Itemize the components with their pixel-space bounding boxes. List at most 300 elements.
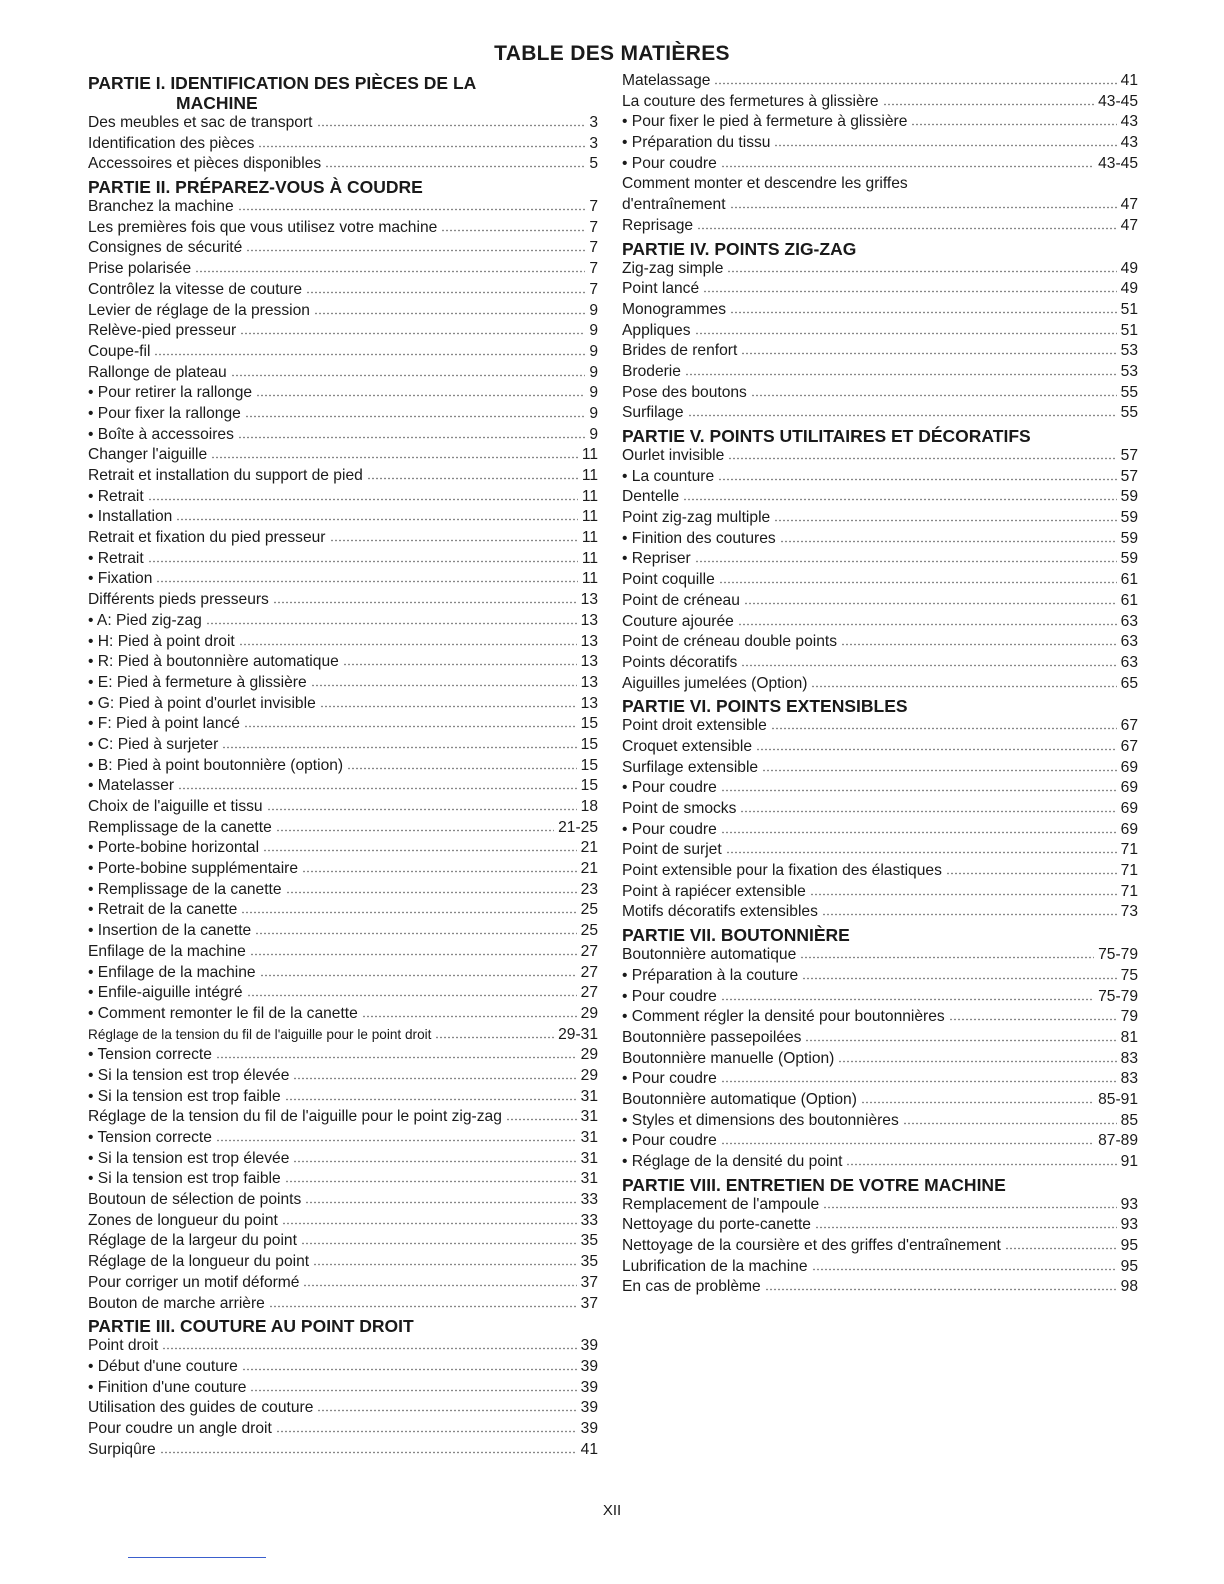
toc-entry-title: • Retrait de la canette [88, 901, 238, 919]
dot-leader [441, 229, 585, 232]
dot-leader [703, 290, 1116, 293]
dot-leader [303, 1284, 576, 1287]
dot-leader [903, 1122, 1117, 1125]
dot-leader [810, 893, 1117, 896]
toc-entry-title: Réglage de la largeur du point [88, 1232, 297, 1250]
dot-leader [246, 249, 585, 252]
toc-entry[interactable] [88, 881, 598, 902]
toc-entry-page: 71 [1120, 841, 1138, 859]
dot-leader [320, 705, 577, 708]
toc-entry-title: d'entraînement [622, 196, 726, 214]
toc-column-left [88, 72, 598, 1461]
toc-entry[interactable] [88, 155, 598, 176]
toc-entry-title: Point droit extensible [622, 717, 767, 735]
toc-entry-title: Point de créneau double points [622, 633, 838, 651]
toc-entry-page: 31 [580, 1149, 598, 1167]
dot-leader [314, 312, 585, 315]
toc-entry-page: 47 [1120, 196, 1138, 214]
toc-entry-page: 11 [581, 446, 598, 464]
toc-entry[interactable] [88, 591, 598, 612]
toc-entry[interactable] [622, 633, 1138, 654]
toc-entry-title: • Début d'une couture [88, 1357, 238, 1375]
dot-leader [240, 332, 585, 335]
toc-entry-page: 43 [1120, 134, 1138, 152]
toc-entry[interactable] [88, 219, 598, 240]
dot-leader [762, 769, 1117, 772]
toc-entry[interactable] [622, 530, 1138, 551]
dot-leader [293, 1160, 576, 1163]
toc-entry[interactable] [622, 363, 1138, 384]
toc-entry-page: 23 [580, 880, 598, 898]
section-heading-text: PARTIE I. IDENTIFICATION DES PIÈCES DE LA [88, 73, 477, 93]
toc-entry[interactable] [622, 175, 1138, 196]
toc-entry-title: • B: Pied à point boutonnière (option) [88, 756, 344, 774]
toc-entry-page: 53 [1120, 342, 1138, 360]
toc-entry[interactable] [622, 1153, 1138, 1174]
toc-entry-title: • Pour fixer le pied à fermeture à glissière [622, 113, 908, 131]
toc-entry-title: Motifs décoratifs extensibles [622, 903, 818, 921]
toc-entry-title: Zig-zag simple [622, 259, 724, 277]
toc-entry-page: 7 [589, 260, 598, 278]
toc-entry[interactable] [622, 967, 1138, 988]
toc-entry[interactable] [622, 800, 1138, 821]
toc-entry[interactable] [88, 633, 598, 654]
toc-entry-page: 37 [580, 1273, 598, 1291]
toc-entry[interactable] [88, 1232, 598, 1253]
toc-entry-page: 73 [1120, 903, 1138, 921]
dot-leader [301, 1242, 577, 1245]
toc-entry[interactable] [88, 736, 598, 757]
dot-leader [744, 602, 1117, 605]
toc-entry-title: • A: Pied zig-zag [88, 611, 202, 629]
toc-entry[interactable] [622, 738, 1138, 759]
toc-entry[interactable] [88, 114, 598, 135]
toc-entry[interactable] [622, 862, 1138, 883]
toc-entry-page: 93 [1120, 1216, 1138, 1234]
toc-entry-page: 69 [1120, 758, 1138, 776]
dot-leader [231, 374, 586, 377]
toc-entry-page: 43-45 [1098, 92, 1138, 110]
toc-entry-page: 29-31 [558, 1025, 598, 1043]
toc-entry-page: 85 [1120, 1111, 1138, 1129]
toc-entry-title: • Styles et dimensions des boutonnières [622, 1111, 899, 1129]
toc-entry-title: Point à rapiécer extensible [622, 882, 806, 900]
toc-entry[interactable] [622, 301, 1138, 322]
toc-entry[interactable] [88, 281, 598, 302]
toc-entry-page: 93 [1120, 1195, 1138, 1213]
toc-entry-title: Boutoun de sélection de points [88, 1191, 302, 1209]
toc-entry[interactable] [622, 988, 1138, 1009]
dot-leader [276, 829, 554, 832]
dot-leader [721, 831, 1117, 834]
toc-entry[interactable] [622, 342, 1138, 363]
toc-entry-page: 9 [589, 404, 598, 422]
toc-entry-title: • Finition d'une couture [88, 1378, 247, 1396]
toc-entry[interactable] [88, 384, 598, 405]
toc-entry-page: 9 [589, 363, 598, 381]
toc-entry[interactable] [622, 1112, 1138, 1133]
toc-entry-title: • Fixation [88, 570, 153, 588]
toc-entry[interactable] [622, 509, 1138, 530]
toc-entry[interactable] [88, 1295, 598, 1316]
toc-entry[interactable] [622, 280, 1138, 301]
toc-entry-page: 11 [581, 529, 598, 547]
toc-entry-page: 57 [1120, 447, 1138, 464]
toc-entry-page: 41 [1120, 72, 1138, 89]
dot-leader [286, 891, 577, 894]
section-heading-text: PARTIE IV. POINTS ZIG-ZAG [622, 238, 857, 259]
toc-entry-title: • Pour fixer la rallonge [88, 404, 241, 422]
toc-entry-title: Croquet extensible [622, 737, 753, 755]
toc-entry[interactable] [622, 759, 1138, 780]
toc-entry[interactable] [88, 426, 598, 447]
section-heading [88, 177, 598, 197]
toc-entry[interactable] [88, 964, 598, 985]
toc-entry[interactable] [622, 946, 1138, 967]
toc-entry[interactable] [88, 1046, 598, 1067]
toc-entry[interactable] [622, 155, 1138, 176]
toc-entry-page: 63 [1120, 612, 1138, 630]
toc-entry[interactable] [622, 571, 1138, 592]
toc-entry-title: Comment monter et descendre les griffes [622, 175, 908, 193]
toc-entry[interactable] [622, 134, 1138, 155]
toc-entry[interactable] [622, 404, 1138, 425]
toc-entry[interactable] [622, 488, 1138, 509]
toc-entry[interactable] [88, 1420, 598, 1441]
toc-entry[interactable] [88, 777, 598, 798]
toc-entry[interactable] [88, 1253, 598, 1274]
dot-leader [258, 145, 585, 148]
dot-leader [241, 911, 576, 914]
toc-entry-page: 81 [1120, 1028, 1138, 1046]
toc-entry[interactable] [622, 72, 1138, 93]
toc-entry[interactable] [88, 1150, 598, 1171]
toc-entry[interactable] [88, 1005, 598, 1026]
toc-entry-title: Aiguilles jumelées (Option) [622, 674, 808, 692]
toc-entry[interactable] [622, 1070, 1138, 1091]
toc-entry-page: 3 [589, 114, 598, 131]
toc-entry-title: Couture ajourée [622, 612, 734, 630]
toc-entry[interactable] [622, 1008, 1138, 1029]
toc-entry-title: • Insertion de la canette [88, 922, 252, 940]
toc-entry-page: 3 [589, 134, 598, 152]
dot-leader [256, 394, 585, 397]
toc-entry-page: 15 [580, 715, 598, 733]
section-heading-text: PARTIE VII. BOUTONNIÈRE [622, 925, 850, 946]
toc-entry[interactable] [622, 93, 1138, 114]
dot-leader [738, 623, 1117, 626]
toc-entry[interactable] [622, 883, 1138, 904]
toc-entry-page: 25 [580, 922, 598, 940]
toc-entry[interactable] [88, 1441, 598, 1462]
toc-entry-page: 51 [1120, 300, 1138, 318]
toc-entry[interactable] [622, 1278, 1138, 1299]
toc-entry[interactable] [88, 364, 598, 385]
dot-leader [250, 1389, 576, 1392]
toc-entry-page: 15 [580, 735, 598, 753]
toc-entry-title: • Pour coudre [622, 987, 717, 1005]
dot-leader [273, 601, 577, 604]
section-heading-text: PARTIE II. PRÉPAREZ-VOUS À COUDRE [88, 177, 423, 198]
dot-leader [911, 123, 1116, 126]
toc-entry-page: 43 [1120, 113, 1138, 131]
toc-entry[interactable] [88, 488, 598, 509]
toc-entry[interactable] [88, 943, 598, 964]
toc-entry-title: Surpiqûre [88, 1440, 156, 1458]
toc-entry[interactable] [88, 819, 598, 840]
toc-entry-title: • Tension correcte [88, 1129, 212, 1146]
dot-leader [861, 1101, 1094, 1104]
toc-entry[interactable] [622, 468, 1138, 489]
dot-leader [178, 787, 577, 790]
toc-entry[interactable] [88, 1067, 598, 1088]
toc-entry-page: 39 [580, 1357, 598, 1375]
toc-entry-title: Remplacement de l'ampoule [622, 1195, 820, 1213]
toc-entry-title: Point extensible pour la fixation des élastiques [622, 862, 942, 880]
toc-entry-title: Utilisation des guides de couture [88, 1399, 314, 1417]
toc-entry-page: 29 [580, 1046, 598, 1064]
toc-entry[interactable] [88, 757, 598, 778]
toc-entry-title: • Pour coudre [622, 1070, 717, 1088]
dot-leader [756, 748, 1117, 751]
toc-column-right [622, 72, 1138, 1299]
toc-entry[interactable] [88, 570, 598, 591]
toc-entry-page: 43-45 [1098, 154, 1138, 172]
dot-leader [160, 1451, 577, 1454]
toc-entry-title: Boutonnière automatique [622, 946, 797, 964]
dot-leader [812, 1268, 1117, 1271]
toc-entry[interactable] [622, 447, 1138, 468]
toc-entry-page: 53 [1120, 362, 1138, 380]
toc-entry[interactable] [88, 984, 598, 1005]
toc-entry-page: 21 [580, 860, 598, 878]
dot-leader [683, 498, 1116, 501]
section-heading-text: PARTIE III. COUTURE AU POINT DROIT [88, 1316, 414, 1337]
toc-entry-page: 11 [581, 570, 598, 588]
toc-entry[interactable] [88, 1088, 598, 1109]
dot-leader [148, 498, 578, 501]
toc-entry[interactable] [88, 1026, 598, 1047]
toc-entry[interactable] [622, 1216, 1138, 1237]
toc-entry[interactable] [622, 217, 1138, 238]
toc-entry-page: 7 [589, 218, 598, 236]
toc-entry[interactable] [88, 922, 598, 943]
toc-entry-title: Bouton de marche arrière [88, 1294, 265, 1312]
dot-leader [154, 353, 585, 356]
toc-entry-page: 71 [1120, 882, 1138, 900]
toc-entry[interactable] [622, 779, 1138, 800]
toc-entry-page: 57 [1120, 467, 1138, 485]
dot-leader [162, 1347, 576, 1350]
toc-entry-title: Dentelle [622, 488, 680, 506]
section-heading [88, 1316, 598, 1336]
toc-entry[interactable] [88, 612, 598, 633]
toc-entry-page: 37 [580, 1294, 598, 1312]
toc-entry-page: 27 [580, 984, 598, 1002]
toc-entry[interactable] [88, 322, 598, 343]
toc-entry-page: 11 [581, 467, 598, 484]
toc-entry[interactable] [88, 446, 598, 467]
toc-entry-title: Boutonnière passepoilées [622, 1028, 802, 1046]
toc-entry-title: • F: Pied à point lancé [88, 715, 240, 733]
toc-entry-page: 91 [1120, 1153, 1138, 1170]
toc-entry[interactable] [622, 1132, 1138, 1153]
toc-entry[interactable] [88, 674, 598, 695]
toc-entry-title: Surfilage [622, 404, 684, 422]
dot-leader [771, 727, 1117, 730]
toc-entry[interactable] [88, 1129, 598, 1150]
toc-entry-title: Point coquille [622, 571, 715, 589]
toc-entry-page: 15 [580, 777, 598, 795]
section-heading [622, 696, 1138, 716]
dot-leader [506, 1118, 577, 1121]
dot-leader [728, 457, 1116, 460]
toc-entry-page: 69 [1120, 779, 1138, 797]
toc-entry[interactable] [622, 260, 1138, 281]
toc-entry[interactable] [88, 1212, 598, 1233]
toc-entry[interactable] [622, 654, 1138, 675]
toc-entry-title: Point zig-zag multiple [622, 509, 771, 527]
toc-entry[interactable] [88, 715, 598, 736]
toc-entry-title: • Porte-bobine supplémentaire [88, 860, 299, 878]
dot-leader [176, 518, 577, 521]
toc-entry[interactable] [622, 1237, 1138, 1258]
toc-entry-page: 35 [580, 1232, 598, 1250]
toc-entry-page: 41 [580, 1440, 598, 1458]
dot-leader [263, 849, 577, 852]
toc-entry-title: Prise polarisée [88, 260, 192, 278]
dot-leader [206, 622, 577, 625]
toc-entry[interactable] [88, 695, 598, 716]
toc-entry-page: 59 [1120, 550, 1138, 568]
toc-entry[interactable] [88, 1274, 598, 1295]
toc-entry-page: 39 [580, 1378, 598, 1396]
toc-entry[interactable] [88, 901, 598, 922]
dot-leader [255, 932, 576, 935]
toc-entry-title: • Boîte à accessoires [88, 425, 234, 443]
toc-entry[interactable] [88, 302, 598, 323]
toc-entry[interactable] [88, 1337, 598, 1358]
toc-entry-page: 18 [580, 798, 598, 815]
dot-leader [238, 208, 586, 211]
toc-entry[interactable] [88, 1170, 598, 1191]
toc-entry[interactable] [622, 1029, 1138, 1050]
dot-leader [269, 1305, 577, 1308]
dot-leader [780, 540, 1117, 543]
section-heading [622, 925, 1138, 945]
toc-entry[interactable] [88, 343, 598, 364]
toc-entry-page: 39 [580, 1399, 598, 1417]
toc-entry-page: 71 [1120, 862, 1138, 880]
toc-entry[interactable] [88, 1191, 598, 1212]
dot-leader [774, 144, 1116, 147]
toc-entry[interactable] [88, 260, 598, 281]
toc-entry[interactable] [88, 135, 598, 156]
toc-entry[interactable] [622, 1091, 1138, 1112]
toc-entry[interactable] [622, 322, 1138, 343]
toc-entry[interactable] [622, 1258, 1138, 1279]
dot-leader [730, 206, 1117, 209]
toc-entry[interactable] [622, 550, 1138, 571]
toc-entry-page: 59 [1120, 488, 1138, 506]
toc-entry[interactable] [88, 839, 598, 860]
toc-entry[interactable] [88, 1399, 598, 1420]
toc-entry-title: Consignes de sécurité [88, 239, 243, 257]
toc-entry-title: La couture des fermetures à glissière [622, 92, 879, 110]
toc-entry-page: 7 [589, 239, 598, 257]
toc-entry[interactable] [88, 198, 598, 219]
toc-entry[interactable] [622, 675, 1138, 696]
toc-entry-page: 83 [1120, 1070, 1138, 1088]
dot-leader [244, 725, 577, 728]
dot-leader [148, 560, 578, 563]
toc-entry[interactable] [622, 903, 1138, 924]
toc-entry[interactable] [622, 113, 1138, 134]
toc-entry[interactable] [88, 467, 598, 488]
dot-leader [250, 953, 577, 956]
dot-leader [721, 165, 1094, 168]
toc-entry-title: • Matelasser [88, 777, 175, 795]
toc-entry-title: • Porte-bobine horizontal [88, 839, 260, 857]
section-heading [622, 426, 1138, 446]
toc-entry-page: 55 [1120, 383, 1138, 401]
toc-entry-title: Surfilage extensible [622, 758, 759, 776]
toc-entry-title: • Pour coudre [622, 154, 717, 172]
toc-entry[interactable] [622, 841, 1138, 862]
toc-entry-title: Point de smocks [622, 800, 737, 817]
toc-entry[interactable] [88, 798, 598, 819]
toc-entry[interactable] [88, 1379, 598, 1400]
toc-entry-page: 21 [580, 839, 598, 857]
toc-entry[interactable] [622, 1196, 1138, 1217]
dot-leader [718, 478, 1116, 481]
section-heading-text: PARTIE VI. POINTS EXTENSIBLES [622, 696, 908, 717]
toc-entry-title: Point droit [88, 1337, 159, 1355]
dot-leader [313, 1263, 577, 1266]
dot-leader [721, 789, 1117, 792]
toc-entry[interactable] [88, 405, 598, 426]
toc-entry[interactable] [622, 613, 1138, 634]
toc-entry[interactable] [88, 1358, 598, 1379]
page-title: TABLE DES MATIÈRES [494, 42, 730, 65]
toc-entry[interactable] [622, 592, 1138, 613]
toc-entry[interactable] [622, 196, 1138, 217]
toc-entry[interactable] [88, 508, 598, 529]
toc-entry-page: 47 [1120, 216, 1138, 234]
toc-entry-title: • Pour coudre [622, 779, 717, 797]
dot-leader [765, 1288, 1117, 1291]
toc-entry[interactable] [622, 821, 1138, 842]
toc-entry[interactable] [88, 550, 598, 571]
toc-entry-page: 98 [1120, 1278, 1138, 1296]
toc-entry[interactable] [88, 239, 598, 260]
toc-entry[interactable] [88, 1108, 598, 1129]
toc-entry[interactable] [622, 384, 1138, 405]
toc-entry[interactable] [88, 529, 598, 550]
toc-entry[interactable] [622, 1050, 1138, 1071]
toc-entry-title: Boutonnière automatique (Option) [622, 1090, 857, 1108]
section-heading-text-continued: MACHINE [176, 93, 258, 113]
toc-entry-page: 13 [580, 694, 598, 712]
dot-leader [317, 124, 586, 127]
toc-entry[interactable] [622, 717, 1138, 738]
dot-leader [282, 1222, 577, 1225]
toc-entry[interactable] [88, 860, 598, 881]
toc-entry-title: Choix de l'aiguille et tissu [88, 798, 263, 815]
section-heading [622, 239, 1138, 259]
toc-entry[interactable] [88, 653, 598, 674]
dot-leader [211, 456, 578, 459]
